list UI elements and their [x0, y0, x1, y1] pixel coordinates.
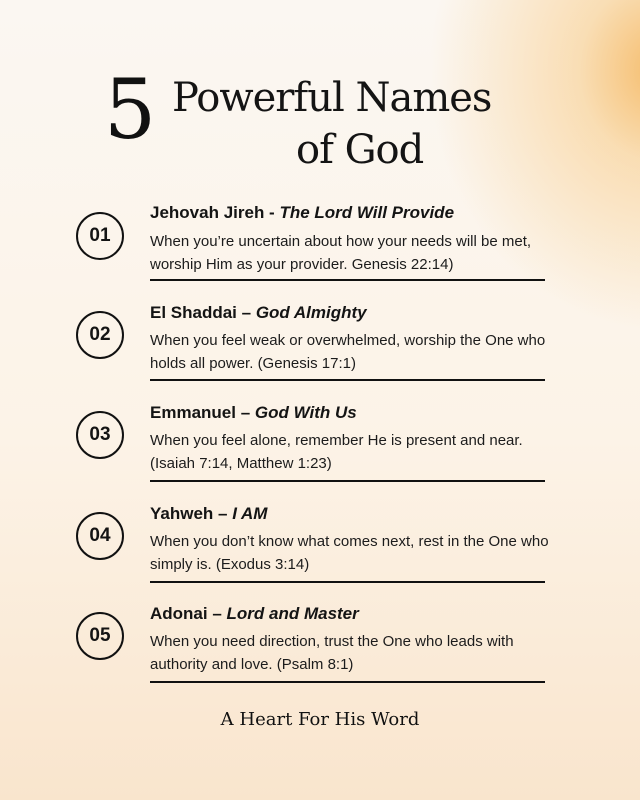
item-meaning: Lord and Master — [226, 604, 359, 623]
list-item — [0, 200, 640, 290]
list-item — [0, 602, 640, 692]
item-name: Adonai – — [150, 604, 227, 623]
list-item — [0, 401, 640, 491]
divider — [150, 480, 545, 482]
item-number-badge: 02 — [76, 311, 124, 359]
title-line-2: of God — [296, 127, 424, 173]
divider — [150, 681, 545, 683]
item-number-badge: 01 — [76, 212, 124, 260]
item-name: El Shaddai – — [150, 303, 256, 322]
item-name: Jehovah Jireh - — [150, 203, 280, 222]
item-meaning: God Almighty — [255, 303, 367, 322]
item-number-badge: 03 — [76, 411, 124, 459]
title-line-1: Powerful Names — [172, 75, 492, 121]
item-meaning: I AM — [232, 504, 268, 523]
item-name: Yahweh – — [150, 504, 233, 523]
item-description: When you don’t know what comes next, rest in the One who simply is. (Exodus 3:14) — [150, 533, 549, 573]
item-heading — [150, 303, 367, 323]
item-heading — [150, 504, 267, 524]
item-description: When you feel weak or overwhelmed, worship the One who holds all power. (Genesis 17:1) — [150, 332, 546, 372]
divider — [150, 279, 545, 281]
item-meaning: The Lord Will Provide — [279, 203, 455, 222]
item-name: Emmanuel – — [150, 403, 255, 422]
list-item — [0, 502, 640, 592]
item-description: When you’re uncertain about how your needs will be met, worship Him as your provider. Genesis 22:14) — [150, 233, 532, 273]
item-description: When you need direction, trust the One who leads with authority and love. (Psalm 8:1) — [150, 633, 514, 673]
item-heading — [150, 203, 454, 223]
page-title — [0, 63, 640, 180]
item-description: When you feel alone, remember He is present and near. (Isaiah 7:14, Matthew 1:23) — [150, 432, 523, 472]
item-number-badge: 05 — [76, 612, 124, 660]
title-number: 5 — [104, 63, 157, 158]
item-heading — [150, 403, 357, 423]
item-heading — [150, 604, 359, 624]
list-item — [0, 300, 640, 390]
divider — [150, 379, 545, 381]
item-meaning: God With Us — [254, 403, 357, 422]
divider — [150, 581, 545, 583]
item-number-badge: 04 — [76, 512, 124, 560]
footer-brand: A Heart For His Word — [220, 709, 420, 730]
